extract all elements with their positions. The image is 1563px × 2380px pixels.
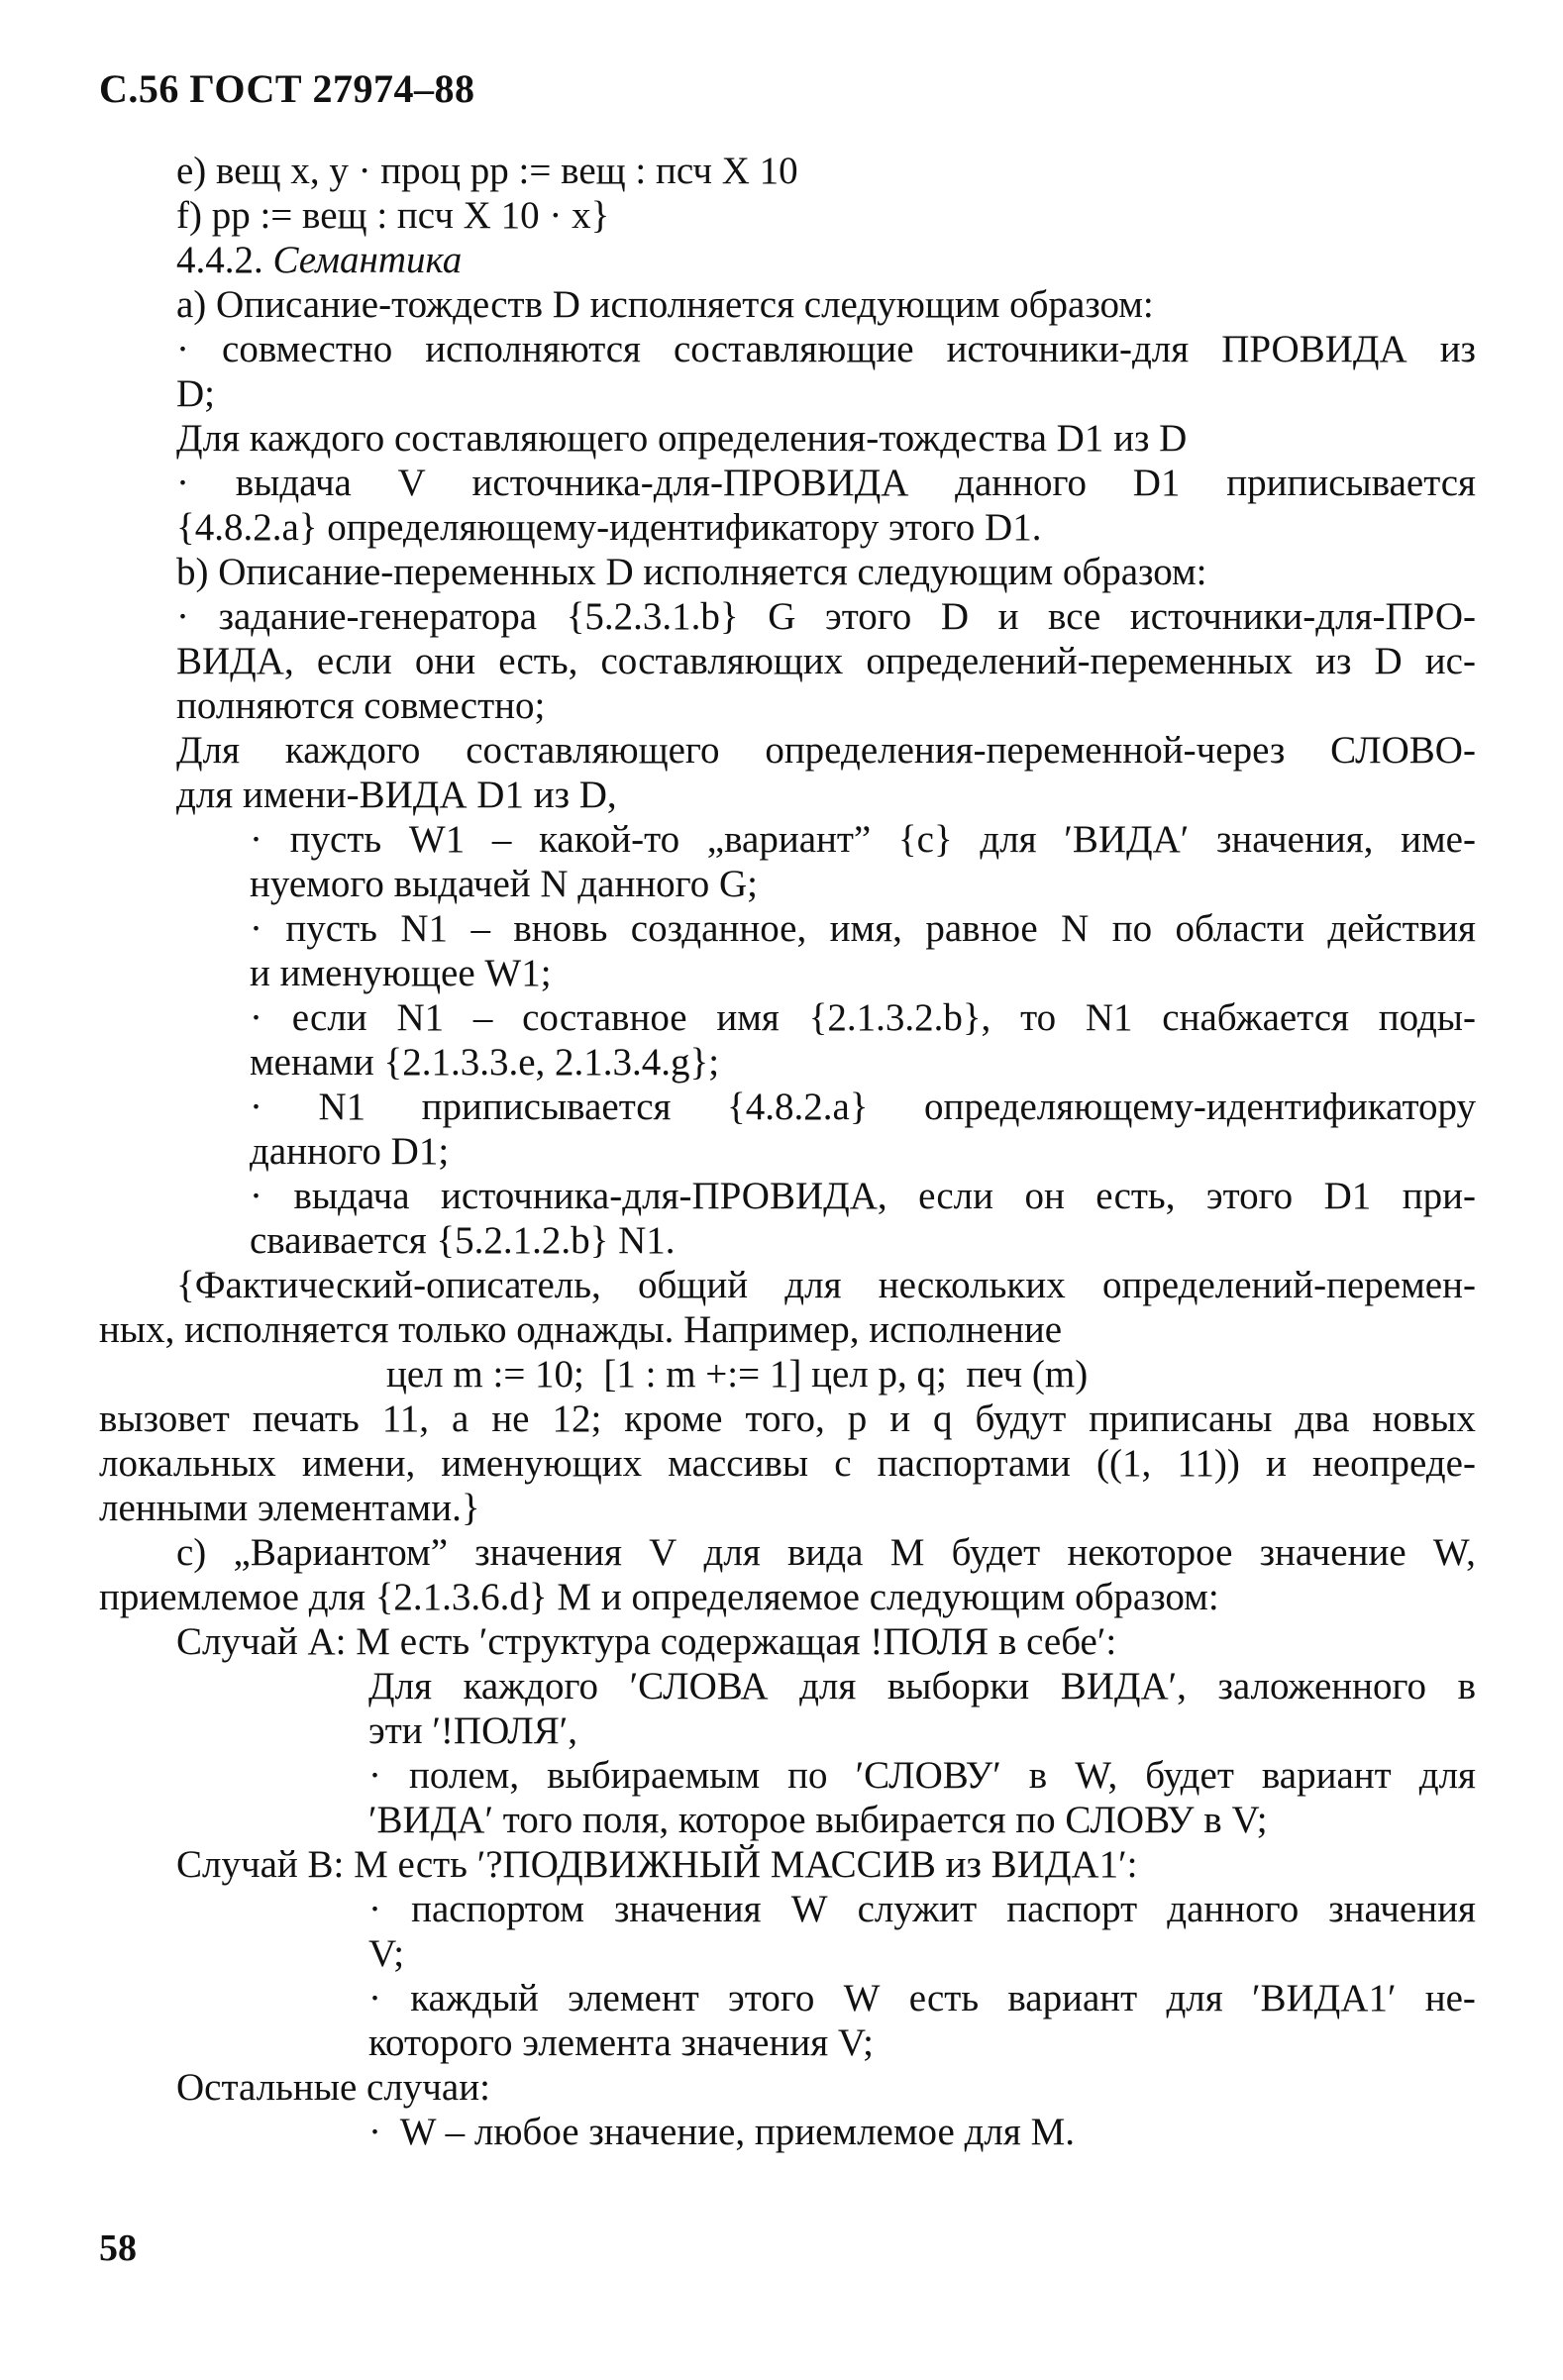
line-text: полняются совместно;: [176, 684, 546, 727]
word: не-: [1424, 1977, 1476, 2019]
word: все: [1048, 595, 1101, 638]
text-line: [0, 773, 1486, 817]
text-line: [0, 1263, 1476, 1307]
word: значения: [1328, 1888, 1476, 1930]
line-text: · W – любое значение, приемлемое для M.: [368, 2111, 1076, 2153]
word: и: [889, 1397, 911, 1440]
word: в: [1457, 1665, 1476, 1707]
text-line: [0, 238, 1486, 282]
line-text: для имени-ВИДА D1 из D,: [176, 774, 617, 816]
line-text: f) pp := вещ : псч X 10 · x}: [176, 194, 610, 237]
word: СЛОВО-: [1330, 729, 1476, 772]
word: будет: [1145, 1754, 1234, 1797]
text-line: [0, 995, 1476, 1040]
word: общий: [637, 1264, 749, 1306]
word: –: [491, 818, 512, 861]
word: вызовет: [99, 1397, 230, 1440]
text-line: [0, 594, 1476, 639]
word: {4.8.2.a}: [726, 1086, 869, 1128]
word: снабжается: [1162, 996, 1349, 1039]
word: если: [918, 1175, 994, 1217]
word: из: [1439, 328, 1476, 370]
text-line: [0, 193, 1486, 238]
word: поды-: [1378, 996, 1476, 1039]
word: W: [843, 1977, 881, 2019]
line-text: ′ВИДА′ того поля, которое выбирается по СЛОВУ в V;: [368, 1799, 1268, 1841]
line-text: V;: [368, 1932, 405, 1975]
word: задание-генератора: [218, 595, 538, 638]
word: этого: [728, 1977, 815, 2019]
word: ПРОВИДА: [1221, 328, 1407, 370]
text-line: [0, 1753, 1476, 1798]
text-line: [0, 1708, 1486, 1753]
text-line: [0, 728, 1476, 773]
word: ВИДА′,: [1060, 1665, 1187, 1707]
word: он: [1024, 1175, 1065, 1217]
word: какой-то: [539, 818, 680, 861]
word: W,: [1432, 1531, 1476, 1574]
word: составляющих: [600, 640, 844, 682]
word: вновь: [513, 907, 608, 950]
word: V: [397, 462, 426, 504]
word: {5.2.3.1.b}: [566, 595, 739, 638]
word: p: [847, 1397, 868, 1440]
word: паспорт: [1006, 1888, 1138, 1930]
word: приписывается: [421, 1086, 672, 1128]
text-line: [0, 906, 1476, 951]
word: заложенного: [1217, 1665, 1427, 1707]
word: c): [176, 1531, 207, 1574]
word: с: [834, 1442, 852, 1485]
word: из: [1315, 640, 1352, 682]
word: ·: [176, 462, 189, 504]
word: для: [703, 1531, 761, 1574]
word: име-: [1401, 818, 1476, 861]
word: действия: [1327, 907, 1476, 950]
word: ·: [368, 1754, 381, 1797]
word: составное: [522, 996, 687, 1039]
text-line: [0, 1307, 1486, 1352]
page-body: [0, 149, 1563, 2154]
word: паспортами: [877, 1442, 1071, 1485]
word: определяющему-идентификатору: [923, 1086, 1476, 1128]
word: именующих: [441, 1442, 643, 1485]
text-line: [0, 817, 1476, 862]
word: локальных: [99, 1442, 276, 1485]
word: ((1,: [1095, 1442, 1152, 1485]
word: новых: [1372, 1397, 1476, 1440]
page-header: С.56 ГОСТ 27974–88: [99, 66, 475, 111]
text-line: [0, 2020, 1486, 2065]
word: ·: [250, 907, 262, 950]
word: ′СЛОВУ′: [855, 1754, 1001, 1797]
word: данного: [1167, 1888, 1300, 1930]
word: „вариант”: [706, 818, 872, 861]
word: совместно: [222, 328, 393, 370]
word: выборки: [886, 1665, 1030, 1707]
word: этого: [1205, 1175, 1294, 1217]
text-line: [0, 862, 1486, 906]
word: исполняются: [425, 328, 641, 370]
line-text: ленными элементами.}: [99, 1487, 480, 1529]
word: 12;: [552, 1397, 602, 1440]
word: в: [1028, 1754, 1048, 1797]
word: определений-перемен-: [1101, 1264, 1476, 1306]
word: равное: [925, 907, 1038, 950]
line-text: эти ′!ПОЛЯ′,: [368, 1709, 578, 1752]
line-text: a) Описание-тождеств D исполняется следующим образом:: [176, 283, 1154, 326]
word: составляющие: [674, 328, 914, 370]
word: V: [649, 1531, 677, 1574]
word: полем,: [409, 1754, 520, 1797]
word: N1: [396, 996, 445, 1039]
text-line: [0, 1397, 1476, 1441]
word: ′ВИДА′: [1064, 818, 1190, 861]
word: Для: [176, 729, 241, 772]
word: этого: [824, 595, 912, 638]
word: если: [316, 640, 392, 682]
text-line: [0, 550, 1486, 594]
word: –: [470, 907, 490, 950]
text-line: [0, 505, 1486, 550]
word: выдача: [235, 462, 352, 504]
word: ·: [368, 1977, 381, 2019]
word: –: [472, 996, 493, 1039]
word: составляющего: [466, 729, 720, 772]
word: {c}: [897, 818, 953, 861]
text-line: [0, 1798, 1486, 1842]
word: элемент: [568, 1977, 699, 2019]
text-line: [0, 1887, 1476, 1931]
word: массивы: [668, 1442, 809, 1485]
text-line: [0, 2065, 1486, 2110]
word: имя: [716, 996, 780, 1039]
word: они: [414, 640, 476, 682]
line-text: D;: [176, 372, 215, 415]
word: N1: [318, 1086, 366, 1128]
word: ·: [250, 1175, 262, 1217]
text-line: [0, 1976, 1476, 2020]
line-text: b) Описание-переменных D исполняется следующим образом:: [176, 551, 1207, 593]
text-line: [0, 683, 1486, 728]
word: для: [1166, 1977, 1223, 2019]
word: то: [1020, 996, 1057, 1039]
text-line: [0, 1129, 1486, 1174]
word: q: [933, 1397, 953, 1440]
word: для: [784, 1264, 842, 1306]
line-text: ных, исполняется только однажды. Например, исполнение: [99, 1308, 1063, 1351]
text-line: [0, 327, 1476, 371]
text-line: [0, 639, 1476, 683]
word: не: [491, 1397, 530, 1440]
line-text: менами {2.1.3.3.e, 2.1.3.4.g};: [250, 1041, 720, 1084]
word: ′ВИДА1′: [1251, 1977, 1397, 2019]
word: имени,: [301, 1442, 416, 1485]
word: созданное,: [630, 907, 807, 950]
word: „Вариантом”: [233, 1531, 449, 1574]
word: D1: [1323, 1175, 1372, 1217]
word: выбираемым: [547, 1754, 761, 1797]
word: пусть: [285, 907, 377, 950]
line-text: которого элемента значения V;: [368, 2021, 874, 2064]
word: нескольких: [878, 1264, 1066, 1306]
word: Для: [368, 1665, 433, 1707]
text-line: [0, 1842, 1486, 1887]
text-line: [0, 1174, 1476, 1218]
word: при-: [1402, 1175, 1476, 1217]
line-text: данного D1;: [250, 1130, 450, 1173]
text-line: [0, 1218, 1486, 1263]
word: ВИДА,: [176, 640, 294, 682]
word: для: [1418, 1754, 1476, 1797]
word: есть,: [1095, 1175, 1176, 1217]
line-text: Случай B: M есть ′?ПОДВИЖНЫЙ МАССИВ из ВИДА1′:: [176, 1843, 1138, 1886]
word: источники-для: [946, 328, 1190, 370]
word: пусть: [289, 818, 382, 861]
word: значения,: [1216, 818, 1374, 861]
line-text: e) вещ x, y · проц pp := вещ : псч X 10: [176, 150, 798, 192]
line-text: и именующее W1;: [250, 952, 552, 994]
text-line: [0, 1575, 1486, 1619]
word: определения-переменной-через: [765, 729, 1286, 772]
text-line: [0, 951, 1486, 995]
word: некоторое: [1067, 1531, 1233, 1574]
word: выдача: [293, 1175, 410, 1217]
word: ·: [176, 328, 189, 370]
word: ·: [250, 1086, 262, 1128]
text-line: [0, 2110, 1486, 2154]
word: вариант: [1007, 1977, 1138, 2019]
word: ·: [250, 818, 262, 861]
line-text: Для каждого составляющего определения-тождества D1 из D: [176, 417, 1188, 460]
word: вида: [787, 1531, 864, 1574]
word: для: [980, 818, 1037, 861]
page-number: 58: [99, 2227, 137, 2269]
text-line: [0, 416, 1486, 461]
word: G: [768, 595, 796, 638]
word: будут: [975, 1397, 1067, 1440]
word: {Фактический-описатель,: [176, 1264, 601, 1306]
line-text: сваивается {5.2.1.2.b} N1.: [250, 1219, 676, 1262]
word: N: [1061, 907, 1090, 950]
word: для: [799, 1665, 857, 1707]
word: {2.1.3.2.b},: [808, 996, 991, 1039]
word: есть,: [498, 640, 578, 682]
text-line: [0, 282, 1486, 327]
word: каждого: [463, 1665, 599, 1707]
word: W: [790, 1888, 828, 1930]
word: каждый: [410, 1977, 539, 2019]
word: N1: [400, 907, 449, 950]
word: источники-для-ПРО-: [1129, 595, 1476, 638]
line-text: приемлемое для {2.1.3.6.d} M и определяемое следующим образом:: [99, 1576, 1219, 1618]
text-line: [0, 1931, 1486, 1976]
word: а: [452, 1397, 469, 1440]
word: значения: [474, 1531, 622, 1574]
word: источника-для-ПРОВИДА: [471, 462, 909, 504]
text-line: [0, 1441, 1476, 1486]
word: и: [997, 595, 1019, 638]
text-line: [0, 1664, 1476, 1708]
word: служит: [857, 1888, 978, 1930]
word: и: [1265, 1442, 1287, 1485]
word: D1: [1132, 462, 1181, 504]
word: если: [291, 996, 367, 1039]
text-line: [0, 1530, 1476, 1575]
word: приписаны: [1089, 1397, 1273, 1440]
line-text: нуемого выдачей N данного G;: [250, 863, 758, 905]
word: W,: [1075, 1754, 1118, 1797]
text-line: [0, 1486, 1486, 1530]
word: есть: [908, 1977, 980, 2019]
word: D: [1374, 640, 1403, 682]
word: по: [1111, 907, 1153, 950]
word: ′СЛОВА: [629, 1665, 769, 1707]
word: имя,: [829, 907, 902, 950]
word: ·: [250, 996, 262, 1039]
word: 11,: [381, 1397, 430, 1440]
text-line: [0, 1040, 1486, 1085]
word: 11)): [1177, 1442, 1240, 1485]
text-line: [0, 1085, 1476, 1129]
line-text: Остальные случаи:: [176, 2066, 490, 2109]
word: M: [889, 1531, 925, 1574]
word: неопреде-: [1311, 1442, 1476, 1485]
text-line: [0, 1619, 1486, 1664]
word: W1: [408, 818, 466, 861]
text-line: [0, 1352, 1486, 1397]
section-title: Семантика: [272, 239, 463, 281]
word: каждого: [284, 729, 421, 772]
word: N1: [1085, 996, 1133, 1039]
text-line: [0, 371, 1486, 416]
word: значение: [1259, 1531, 1407, 1574]
word: D: [940, 595, 970, 638]
word: того,: [745, 1397, 825, 1440]
word: паспортом: [411, 1888, 584, 1930]
word: источника-для-ПРОВИДА,: [441, 1175, 887, 1217]
word: будет: [951, 1531, 1041, 1574]
word: ·: [368, 1888, 381, 1930]
word: приписывается: [1226, 462, 1476, 504]
text-line: [0, 461, 1476, 505]
word: вариант: [1261, 1754, 1392, 1797]
line-text: цел m := 10; [1 : m +:= 1] цел p, q; печ (m): [386, 1353, 1089, 1396]
word: ис-: [1424, 640, 1476, 682]
word: значения: [613, 1888, 762, 1930]
line-text: Случай A: M есть ′структура содержащая !ПОЛЯ в себе′:: [176, 1620, 1117, 1663]
word: по: [787, 1754, 828, 1797]
line-text: {4.8.2.a} определяющему-идентификатору этого D1.: [176, 506, 1042, 549]
word: кроме: [624, 1397, 723, 1440]
text-line: [0, 149, 1486, 193]
word: области: [1175, 907, 1304, 950]
line-text: 4.4.2.: [176, 239, 273, 281]
word: данного: [955, 462, 1088, 504]
word: два: [1295, 1397, 1350, 1440]
word: определений-переменных: [866, 640, 1293, 682]
word: ·: [176, 595, 189, 638]
word: печать: [252, 1397, 360, 1440]
